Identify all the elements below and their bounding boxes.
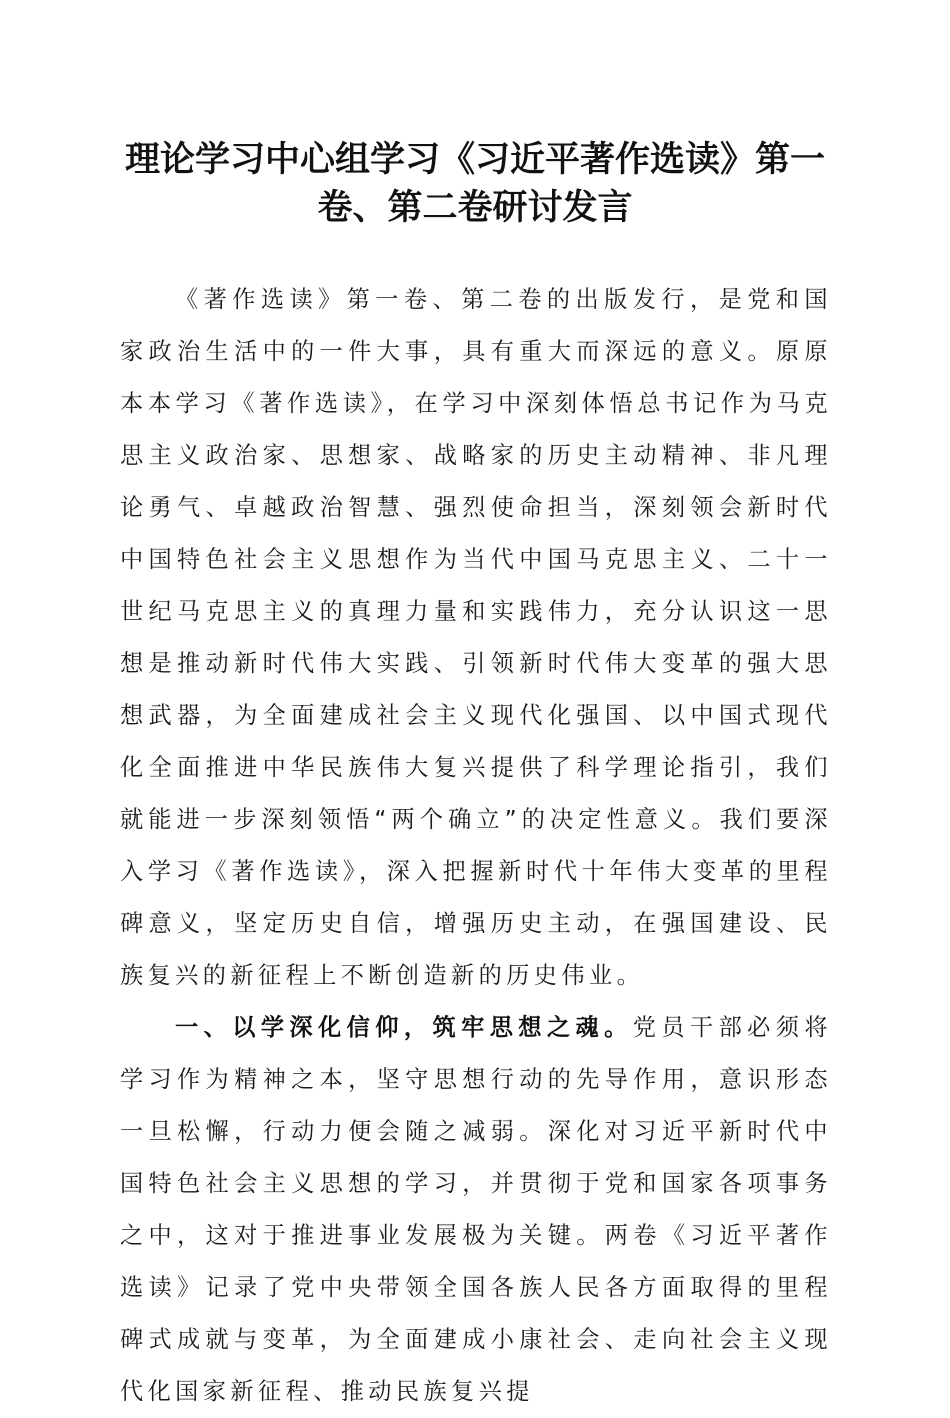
section-one-heading: 一、以学深化信仰，筑牢思想之魂。 (175, 1014, 633, 1041)
intro-paragraph (120, 274, 832, 1002)
section-one-paragraph (120, 1002, 832, 1418)
intro-paragraph-text: 《著作选读》第一卷、第二卷的出版发行，是党和国家政治生活中的一件大事，具有重大而深远的意义。原原本本学习《著作选读》，在学习中深刻体悟总书记作为马克思主义政治家、思想家、战略家的历史主动精神、非凡理论勇气、卓越政治智慧、强烈使命担当，深刻领会新时代中国特色社会主义思想作为当代中国马克思主义、二十一世纪马克思主义的真理力量和实践伟力，充分认识这一思想是推动新时代伟大实践、引领新时代伟大变革的强大思想武器，为全面建成社会主义现代化强国、以中国式现代化全面推进中华民族伟大复兴提供了科学理论指引，我们就能进一步深刻领悟“两个确立”的决定性意义。我们要深入学习《著作选读》，深入把握新时代十年伟大变革的里程碑意义，坚定历史自信，增强历史主动，在强国建设、民族复兴的新征程上不断创造新的历史伟业。 (120, 286, 832, 989)
document-title: 理论学习中心组学习《习近平著作选读》第一卷、第二卷研讨发言 (124, 139, 825, 228)
document-body (120, 274, 832, 1418)
section-one-text: 党员干部必须将学习作为精神之本，坚守思想行动的先导作用，意识形态一旦松懈，行动力便会随之减弱。深化对习近平新时代中国特色社会主义思想的学习，并贯彻于党和国家各项事务之中，这对于推进事业发展极为关键。两卷《习近平著作选读》记录了党中央带领全国各族人民各方面取得的里程碑式成就与变革，为全面建成小康社会、走向社会主义现代化国家新征程、推动民族复兴提 (120, 1014, 832, 1405)
